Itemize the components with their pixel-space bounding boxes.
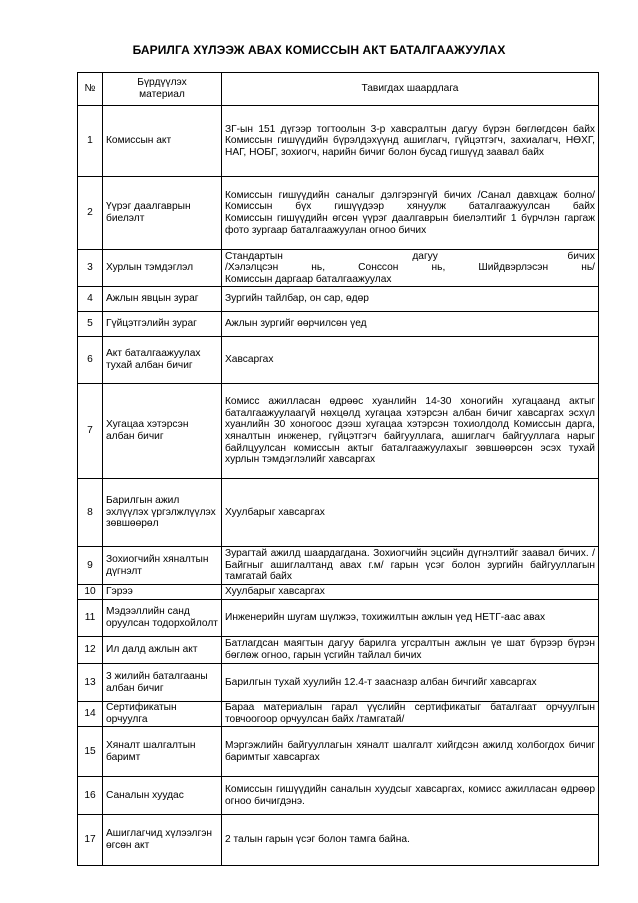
row-number: 4: [78, 287, 103, 312]
row-requirement: [222, 637, 599, 664]
row-number: 5: [78, 312, 103, 337]
requirement-paragraph: Комиссын гишүүдийн өгсөн үүрэг даалгаврын биелэлтийг 1 бүрчлэн гаргаж фото зургаар баталгаажуулан огноо бичих: [225, 213, 595, 236]
table-row: [78, 664, 599, 702]
table-row: [78, 106, 599, 177]
requirement-paragraph: Стандартын дагуу бичих: [225, 250, 595, 262]
requirement-paragraph: 2 талын гарын үсэг болон тамга байна.: [225, 834, 410, 846]
table-row: [78, 637, 599, 664]
requirement-paragraph: Бараа материалын гарал үүслийн сертификатыг баталгаат орчуулгын товчоогоор орчуулсан байх /тамгатай/: [225, 702, 595, 725]
row-number: 13: [78, 664, 103, 702]
row-requirement: [222, 384, 599, 479]
row-requirement: [222, 106, 599, 177]
row-requirement: [222, 177, 599, 250]
row-requirement: [222, 337, 599, 384]
row-number: 2: [78, 177, 103, 250]
row-material: Ашиглагчид хүлээлгэн өгсөн акт: [103, 815, 222, 866]
table-row: [78, 585, 599, 600]
row-requirement: [222, 664, 599, 702]
row-material: Зохиогчийн хяналтын дүгнэлт: [103, 547, 222, 585]
row-material: Комиссын акт: [103, 106, 222, 177]
table-row: [78, 702, 599, 727]
document-title: БАРИЛГА ХҮЛЭЭЖ АВАХ КОМИССЫН АКТ БАТАЛГААЖУУЛАХ: [132, 43, 506, 57]
row-number: 15: [78, 727, 103, 777]
requirement-paragraph: Зургийн тайлбар, он сар, өдөр: [225, 293, 369, 305]
row-requirement: [222, 479, 599, 547]
row-requirement: [222, 287, 599, 312]
row-material: Ажлын явцын зураг: [103, 287, 222, 312]
row-number: 10: [78, 585, 103, 600]
table-row: [78, 727, 599, 777]
row-number: 7: [78, 384, 103, 479]
row-number: 14: [78, 702, 103, 727]
row-material: 3 жилийн баталгааны албан бичиг: [103, 664, 222, 702]
requirement-paragraph: Хуулбарыг хавсаргах: [225, 506, 325, 518]
table-row: [78, 287, 599, 312]
requirement-paragraph: Комиссын гишүүдийн бүрэлдэхүүнд ашиглагч, гүйцэтгэгч, захиалагч, НӨХГ, НАГ, НОБГ, зохиогч, нарийн бичиг болон бусад гишүүд заавал байх: [225, 135, 595, 158]
row-material: Саналын хуудас: [103, 777, 222, 815]
row-number: 9: [78, 547, 103, 585]
row-requirement: [222, 815, 599, 866]
requirement-paragraph: Хавсаргах: [225, 354, 274, 366]
requirements-table: [77, 72, 599, 866]
table-row: [78, 177, 599, 250]
requirement-paragraph: Хуулбарыг хавсаргах: [225, 586, 325, 598]
requirement-paragraph: Барилгын тухай хуулийн 12.4-т заасназр албан бичгийг хавсаргах: [225, 676, 537, 688]
requirement-paragraph: Зурагтай ажилд шаардагдана. Зохиогчийн эцсийн дүгнэлтийг заавал бичих. /Байгныг ашиглалтанд авах г.м/ гарын үсэг болон зургийн байгууллагын тамгатай байх: [225, 548, 595, 583]
row-material: Сертификатын орчуулга: [103, 702, 222, 727]
requirement-paragraph: Комисс ажилласан өдрөөс хуанлийн 14-30 хоногийн хугацаанд актыг баталгаажуулаагүй нөхцөлд хугацаа хэтэрсэн албан бичиг хавсаргах эсхүл хуанлийн 30 хоногоос дээш хугацаа хэтэрсэн тохиолдолд Комиссын дарга, хяналтын инженер, гүйцэтгэгч байгууллага, ашиглагч байгууллага нарыг байлцуулсан комиссын актыг баталгаажуулахыг зөвшөөрсөн эсэх тухай хурлын тэмдэглэлийг хавсаргах: [225, 396, 595, 466]
row-material: Хурлын тэмдэглэл: [103, 250, 222, 287]
requirement-paragraph: ЗГ-ын 151 дүгээр тогтоолын 3-р хавсралтын дагуу бүрэн бөглөгдсөн байх: [225, 123, 595, 135]
row-number: 8: [78, 479, 103, 547]
header-material: Бүрдүүлэх материал: [103, 73, 222, 106]
row-number: 1: [78, 106, 103, 177]
row-number: 12: [78, 637, 103, 664]
requirement-paragraph: Комиссын гишүүдийн саналыг дэлгэрэнгүй бичих /Санал давхцаж болно/: [225, 189, 595, 201]
table-row: [78, 600, 599, 637]
row-material: Мэдээллийн санд оруулсан тодорхойлолт: [103, 600, 222, 637]
requirement-paragraph: Инженерийн шугам шүлжээ, тохижилтын ажлын үед НЕТГ-аас авах: [225, 612, 546, 624]
requirement-paragraph: Комиссын бүх гишүүдээр хянуулж баталгаажуулсан байх: [225, 201, 595, 213]
table-header-row: [78, 73, 599, 106]
row-requirement: [222, 702, 599, 727]
table-row: [78, 777, 599, 815]
table-row: [78, 384, 599, 479]
row-requirement: [222, 727, 599, 777]
row-material: Үүрэг даалгаврын биелэлт: [103, 177, 222, 250]
header-number: №: [78, 73, 103, 106]
row-number: 3: [78, 250, 103, 287]
requirement-paragraph: Ажлын зургийг өөрчилсөн үед: [225, 318, 367, 330]
requirement-paragraph: Комиссын даргаар баталгаажуулах: [225, 273, 392, 285]
row-requirement: [222, 312, 599, 337]
row-material: Барилгын ажил эхлүүлэх үргэлжлүүлэх зөвшөөрөл: [103, 479, 222, 547]
table-row: [78, 815, 599, 866]
row-number: 6: [78, 337, 103, 384]
row-requirement: [222, 585, 599, 600]
header-requirement: Тавигдах шаардлага: [222, 73, 599, 106]
requirement-paragraph: Мэргэжлийн байгууллагын хяналт шалгалт хийгдсэн ажилд холбогдох бичиг баримтыг хавсаргах: [225, 739, 595, 763]
table-row: [78, 479, 599, 547]
table-row: [78, 337, 599, 384]
row-material: Ил далд ажлын акт: [103, 637, 222, 664]
row-material: Хугацаа хэтэрсэн албан бичиг: [103, 384, 222, 479]
row-material: Гэрээ: [103, 585, 222, 600]
row-number: 17: [78, 815, 103, 866]
requirement-paragraph: Батлагдсан маягтын дагуу барилга угсралтын ажлын үе шат бүрээр бүрэн бөглөж огноо, гарын үсгийн тайлал бичих: [225, 638, 595, 661]
row-number: 16: [78, 777, 103, 815]
row-requirement: [222, 777, 599, 815]
table-row: [78, 250, 599, 287]
table-row: [78, 312, 599, 337]
requirement-paragraph: /Хэлэлцсэн нь, Сонссон нь, Шийдвэрлэсэн нь/: [225, 262, 595, 274]
row-number: 11: [78, 600, 103, 637]
requirement-paragraph: Комиссын гишүүдийн саналын хуудсыг хавсаргах, комисс ажилласан өдрөөр огноо бичигдэнэ.: [225, 783, 595, 807]
row-requirement: [222, 547, 599, 585]
row-requirement: [222, 600, 599, 637]
row-material: Акт баталгаажуулах тухай албан бичиг: [103, 337, 222, 384]
table-row: [78, 547, 599, 585]
row-material: Гүйцэтгэлийн зураг: [103, 312, 222, 337]
row-requirement: [222, 250, 599, 287]
row-material: Хяналт шалгалтын баримт: [103, 727, 222, 777]
